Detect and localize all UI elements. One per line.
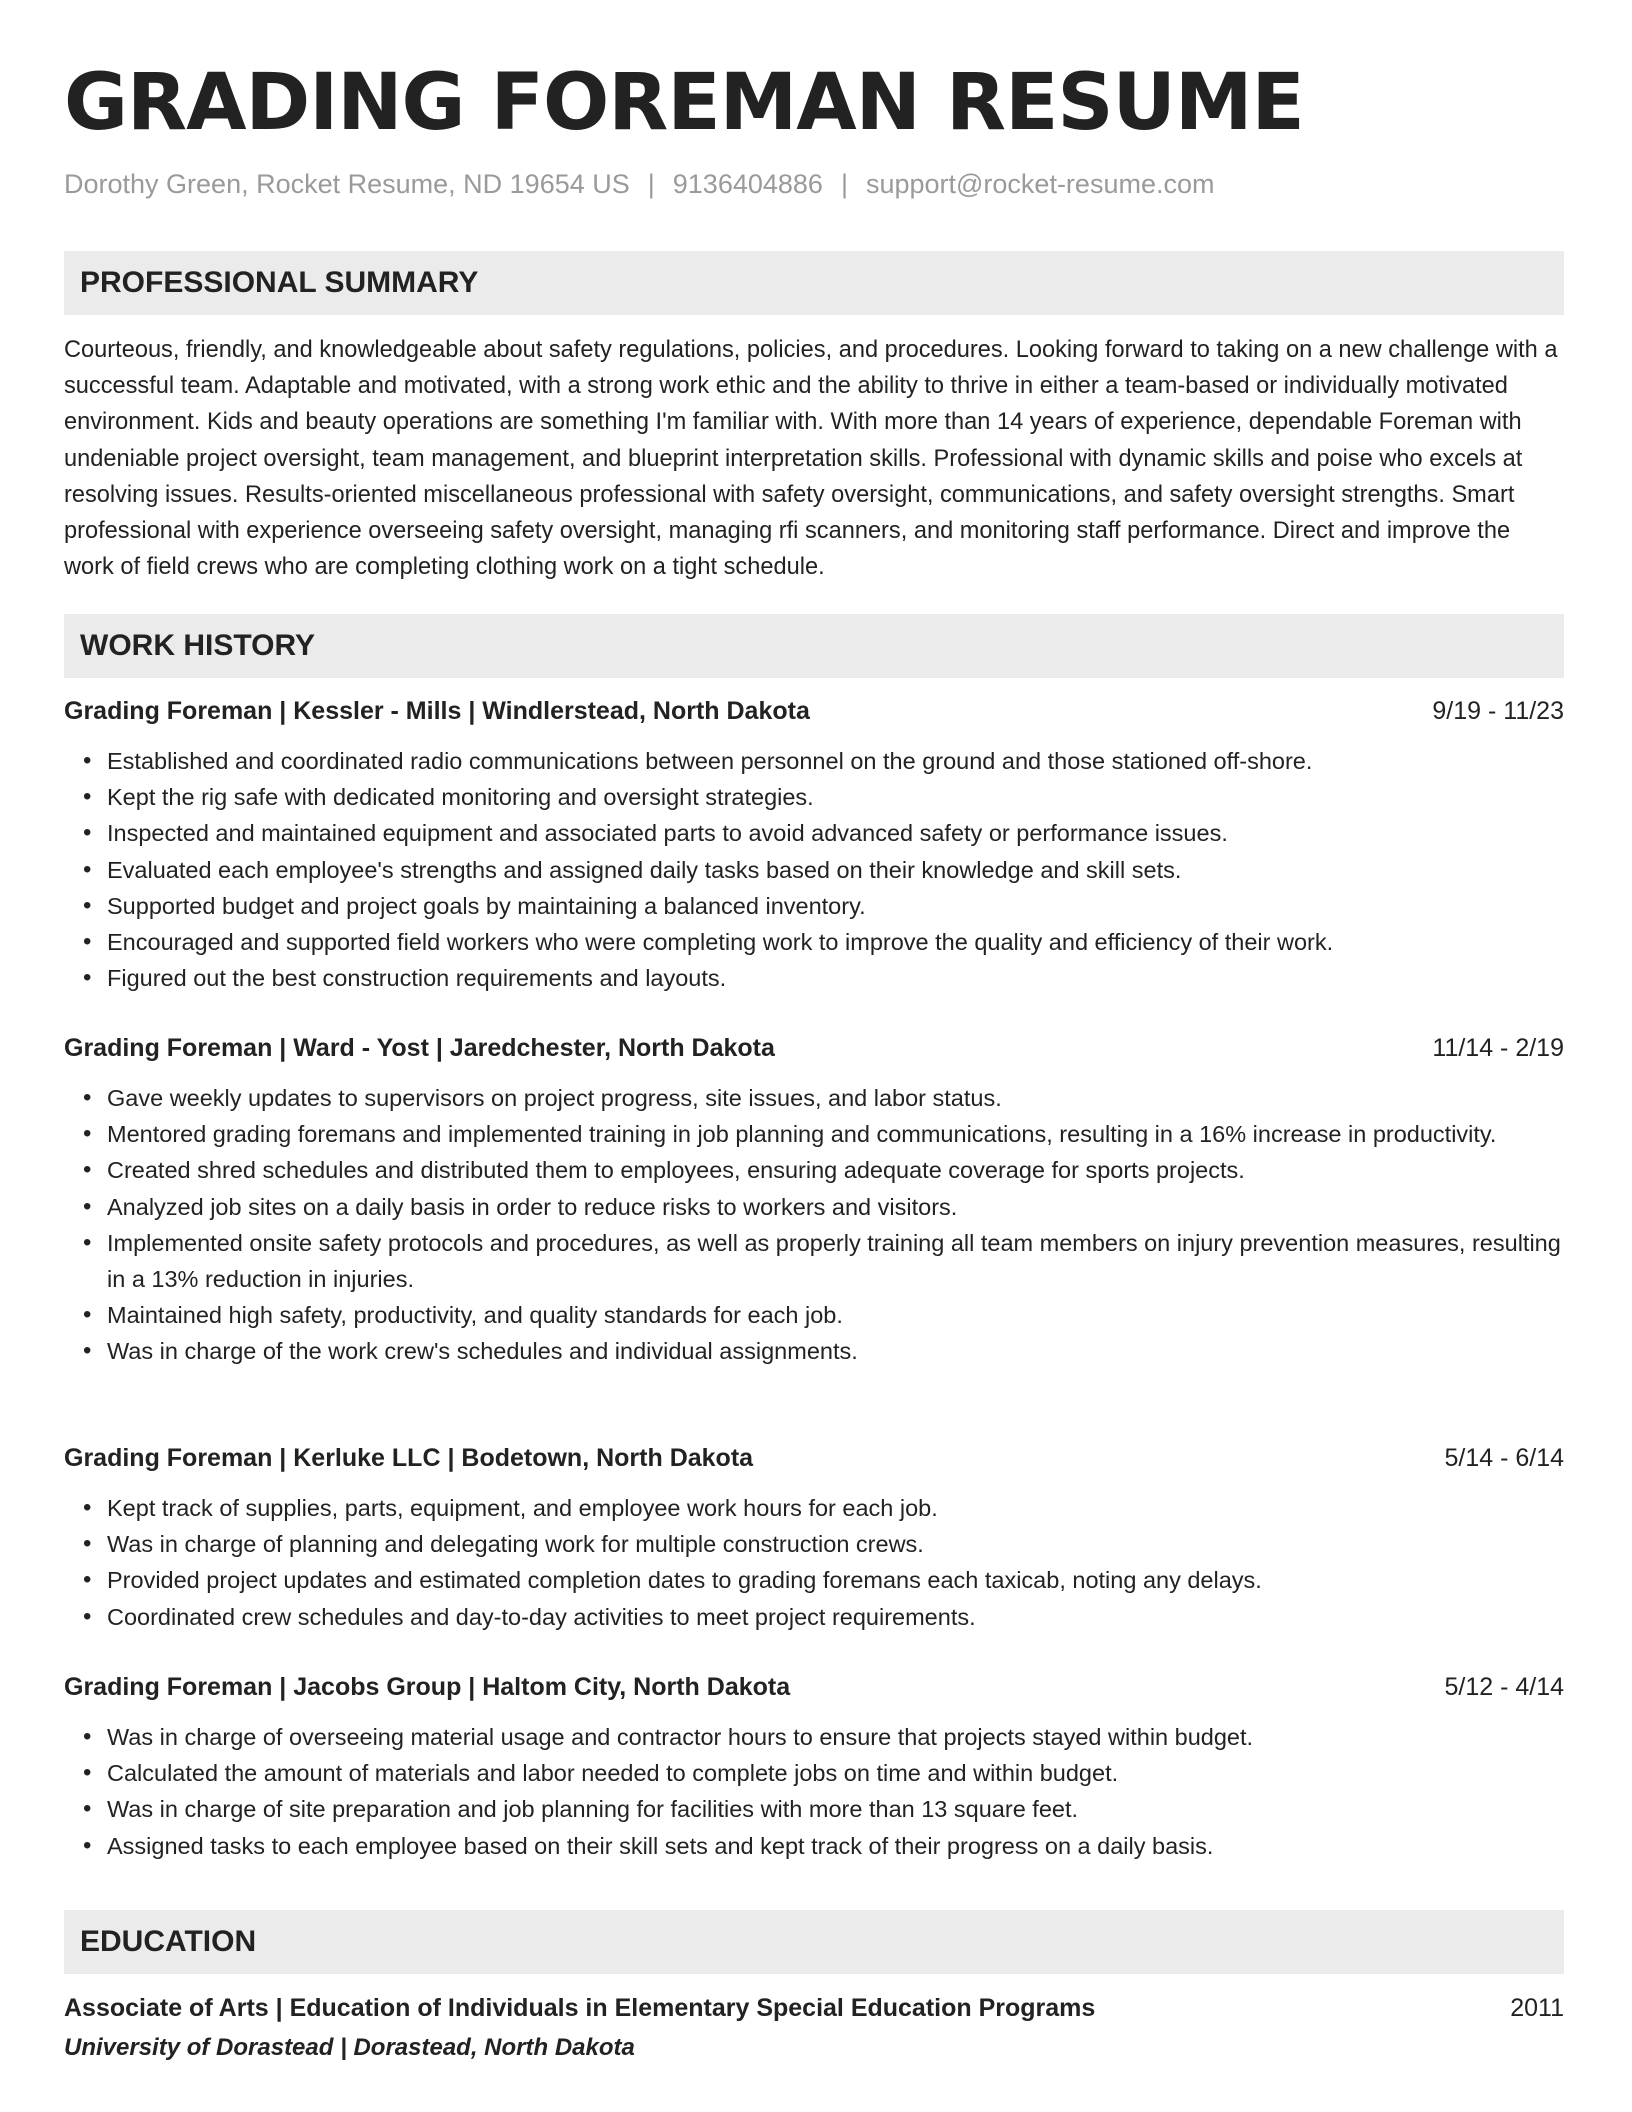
section-header-work-history: [64, 614, 1564, 678]
job-entry: [64, 1669, 1564, 1864]
job-bullet: • Kept track of supplies, parts, equipment, and employee work hours for each job.: [107, 1490, 1564, 1526]
job-bullet: • Supported budget and project goals by maintaining a balanced inventory.: [107, 888, 1564, 924]
section-header-education: [64, 1910, 1564, 1974]
degree-title: Associate of Arts | Education of Individuals in Elementary Special Education Programs: [64, 1994, 1096, 2022]
job-heading: [64, 1440, 1564, 1476]
job-bullet: • Was in charge of site preparation and job planning for facilities with more than 13 square feet.: [107, 1791, 1564, 1827]
contact-phone: 9136404886: [672, 169, 823, 199]
job-bullet: • Was in charge of the work crew's schedules and individual assignments.: [107, 1333, 1564, 1369]
job-title: Grading Foreman | Jacobs Group | Haltom City, North Dakota: [64, 1673, 791, 1701]
education-heading: [64, 1990, 1564, 2026]
contact-separator: |: [647, 169, 655, 199]
section-title: EDUCATION: [80, 1925, 257, 1958]
job-bullets: [64, 1719, 1564, 1864]
contact-address: Dorothy Green, Rocket Resume, ND 19654 US: [64, 169, 630, 199]
job-dates: 5/14 - 6/14: [1444, 1444, 1564, 1472]
job-bullet: • Calculated the amount of materials and labor needed to complete jobs on time and within budget.: [107, 1755, 1564, 1791]
job-title: Grading Foreman | Ward - Yost | Jaredchester, North Dakota: [64, 1034, 775, 1062]
job-bullet: • Evaluated each employee's strengths and assigned daily tasks based on their knowledge and skill sets.: [107, 852, 1564, 888]
job-bullets: [64, 1080, 1564, 1370]
job-entry: [64, 1440, 1564, 1635]
job-dates: 9/19 - 11/23: [1432, 697, 1564, 725]
summary-text: Courteous, friendly, and knowledgeable about safety regulations, policies, and procedures. Looking forward to taking on a new challenge with a successful team. Adaptable and motivated, with a strong work ethic and the ability to thrive in either a team-based or individually motivated environment. Kids and beauty operations are something I'm familiar with. With more than 14 years of experience, dependable Foreman with undeniable project oversight, team management, and blueprint interpretation skills. Professional with dynamic skills and poise who excels at resolving issues. Results-oriented miscellaneous professional with safety oversight, communications, and safety oversight strengths. Smart professional with experience overseeing safety oversight, managing rfi scanners, and monitoring staff performance. Direct and improve the work of field crews who are completing clothing work on a tight schedule.: [64, 337, 1558, 581]
job-heading: [64, 693, 1564, 729]
contact-separator: |: [840, 169, 848, 199]
job-bullet: • Analyzed job sites on a daily basis in order to reduce risks to workers and visitors.: [107, 1189, 1564, 1225]
job-bullet: • Provided project updates and estimated completion dates to grading foremans each taxicab, noting any delays.: [107, 1562, 1564, 1598]
job-bullet: • Coordinated crew schedules and day-to-day activities to meet project requirements.: [107, 1599, 1564, 1635]
resume-page: [64, 0, 1564, 2112]
job-dates: 11/14 - 2/19: [1432, 1034, 1564, 1062]
job-bullet: • Established and coordinated radio communications between personnel on the ground and those stationed off-shore.: [107, 743, 1564, 779]
job-bullet: • Was in charge of overseeing material usage and contractor hours to ensure that projects stayed within budget.: [107, 1719, 1564, 1755]
job-dates: 5/12 - 4/14: [1444, 1673, 1564, 1701]
contact-line: [64, 166, 1214, 202]
section-title: PROFESSIONAL SUMMARY: [80, 266, 479, 299]
job-bullet: • Figured out the best construction requirements and layouts.: [107, 960, 1564, 996]
section-header-summary: [64, 251, 1564, 315]
job-bullet: • Maintained high safety, productivity, and quality standards for each job.: [107, 1297, 1564, 1333]
job-heading: [64, 1669, 1564, 1705]
job-bullet: • Mentored grading foremans and implemented training in job planning and communications, resulting in a 16% increase in productivity.: [107, 1116, 1564, 1152]
job-entry: [64, 693, 1564, 996]
job-entry: [64, 1030, 1564, 1370]
job-bullet: • Kept the rig safe with dedicated monitoring and oversight strategies.: [107, 779, 1564, 815]
job-heading: [64, 1030, 1564, 1066]
job-bullet: • Gave weekly updates to supervisors on project progress, site issues, and labor status.: [107, 1080, 1564, 1116]
job-title: Grading Foreman | Kessler - Mills | Windlerstead, North Dakota: [64, 697, 810, 725]
job-bullet: • Assigned tasks to each employee based on their skill sets and kept track of their progress on a daily basis.: [107, 1828, 1564, 1864]
contact-email: support@rocket-resume.com: [865, 169, 1215, 199]
job-bullets: [64, 1490, 1564, 1635]
job-bullets: [64, 743, 1564, 996]
job-bullet: • Was in charge of planning and delegating work for multiple construction crews.: [107, 1526, 1564, 1562]
job-bullet: • Created shred schedules and distributed them to employees, ensuring adequate coverage for sports projects.: [107, 1152, 1564, 1188]
section-title: WORK HISTORY: [80, 629, 316, 662]
job-bullet: • Implemented onsite safety protocols and procedures, as well as properly training all team members on injury prevention measures, resulting in a 13% reduction in injuries.: [107, 1225, 1564, 1297]
job-bullet: • Inspected and maintained equipment and associated parts to avoid advanced safety or performance issues.: [107, 815, 1564, 851]
job-title: Grading Foreman | Kerluke LLC | Bodetown, North Dakota: [64, 1444, 754, 1472]
job-bullet: • Encouraged and supported field workers who were completing work to improve the quality and efficiency of their work.: [107, 924, 1564, 960]
resume-title: GRADING FOREMAN RESUME: [64, 58, 1304, 148]
education-entry: [64, 1990, 1564, 2066]
education-year: 2011: [1510, 1994, 1564, 2022]
school-name: University of Dorastead | Dorastead, North Dakota: [64, 2034, 635, 2061]
